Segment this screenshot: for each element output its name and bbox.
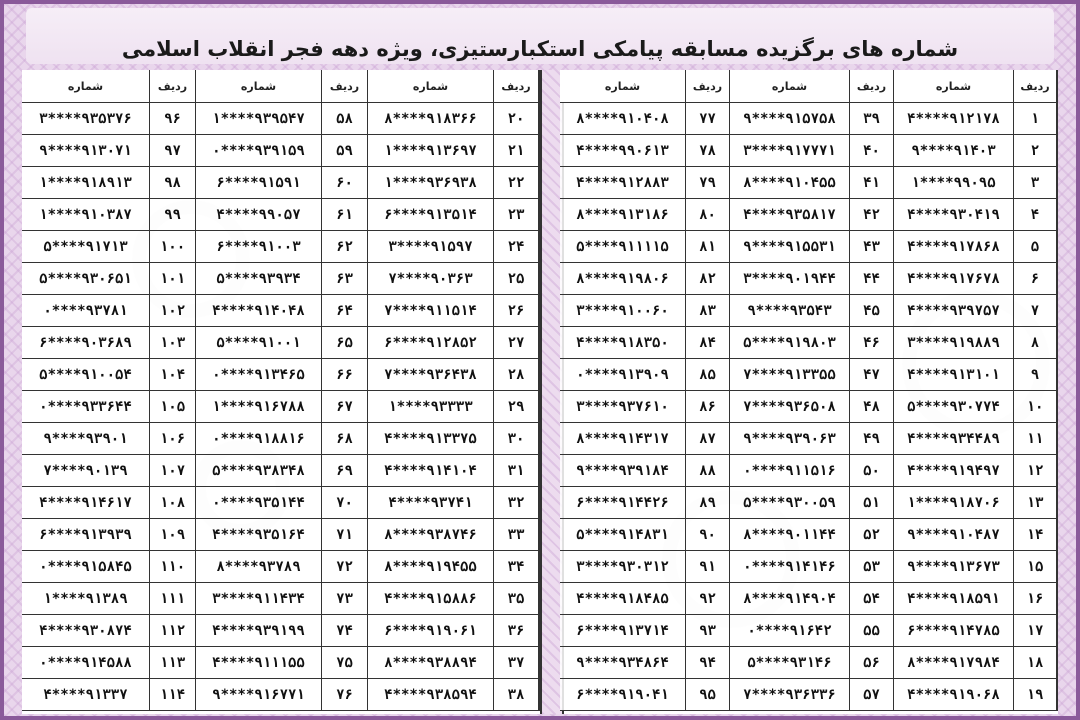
row-number-cell: ۸	[1014, 327, 1058, 359]
row-number-cell: ۵۱	[850, 487, 894, 519]
phone-number-cell: ۹۳۱۴۶****۵	[730, 647, 850, 679]
row-number-cell: ۶۸	[322, 423, 368, 455]
phone-number-cell: ۹۱۴۵۸۸****۰	[22, 647, 150, 679]
table-row	[560, 519, 1058, 551]
row-number-cell: ۳۱	[494, 455, 540, 487]
row-number-cell: ۱۱۳	[150, 647, 196, 679]
phone-number-cell: ۹۱۰۰۳****۶	[196, 231, 322, 263]
table-row	[22, 615, 540, 647]
row-number-cell: ۸۶	[686, 391, 730, 423]
table-row	[560, 295, 1058, 327]
phone-number-cell: ۹۱۳۹۰۹****۰	[560, 359, 686, 391]
row-number-cell: ۲۲	[494, 167, 540, 199]
table-row	[22, 359, 540, 391]
table-row	[560, 167, 1058, 199]
row-number-cell: ۱	[1014, 103, 1058, 135]
row-number-cell: ۱۱	[1014, 423, 1058, 455]
phone-number-cell: ۹۱۵۸۸۶****۴	[368, 583, 494, 615]
right-table-body	[560, 103, 1058, 711]
row-number-cell: ۴۸	[850, 391, 894, 423]
phone-number-cell: ۹۱۹۸۸۹****۳	[894, 327, 1014, 359]
row-number-cell: ۴۲	[850, 199, 894, 231]
row-number-cell: ۳۶	[494, 615, 540, 647]
phone-number-cell: ۹۳۸۷۴۶****۸	[368, 519, 494, 551]
row-number-cell: ۴۷	[850, 359, 894, 391]
phone-number-cell: ۹۱۴۱۰۴****۴	[368, 455, 494, 487]
row-number-cell: ۶	[1014, 263, 1058, 295]
phone-number-cell: ۹۳۹۳۴****۵	[196, 263, 322, 295]
row-number-cell: ۱۰۹	[150, 519, 196, 551]
row-number-cell: ۷۳	[322, 583, 368, 615]
phone-number-cell: ۹۱۵۹۱****۶	[196, 167, 322, 199]
table-row	[560, 327, 1058, 359]
phone-number-cell: ۹۱۰۰۱****۵	[196, 327, 322, 359]
number-column-header: شماره	[368, 70, 494, 103]
row-number-cell: ۱۱۴	[150, 679, 196, 711]
phone-number-cell: ۹۹۰۶۱۳****۴	[560, 135, 686, 167]
row-number-cell: ۱۰۳	[150, 327, 196, 359]
phone-number-cell: ۹۱۳۳۷****۴	[22, 679, 150, 711]
row-number-cell: ۹	[1014, 359, 1058, 391]
phone-number-cell: ۹۱۰۳۸۷****۱	[22, 199, 150, 231]
phone-number-cell: ۹۱۲۸۸۳****۴	[560, 167, 686, 199]
phone-number-cell: ۹۱۴۱۴۶****۰	[730, 551, 850, 583]
table-row	[22, 327, 540, 359]
table-row	[22, 135, 540, 167]
phone-number-cell: ۹۳۷۶۱۰****۳	[560, 391, 686, 423]
row-number-cell: ۵۷	[850, 679, 894, 711]
row-number-cell: ۱۹	[1014, 679, 1058, 711]
row-column-header: ردیف	[850, 70, 894, 103]
phone-number-cell: ۹۱۴۷۸۵****۶	[894, 615, 1014, 647]
table-row	[22, 423, 540, 455]
row-number-cell: ۳۳	[494, 519, 540, 551]
phone-number-cell: ۹۱۴۶۱۷****۴	[22, 487, 150, 519]
table-row	[22, 551, 540, 583]
row-number-cell: ۷۵	[322, 647, 368, 679]
row-number-cell: ۳۷	[494, 647, 540, 679]
phone-number-cell: ۹۱۹۸۰۶****۸	[560, 263, 686, 295]
row-number-cell: ۴۶	[850, 327, 894, 359]
phone-number-cell: ۹۱۴۹۰۴****۸	[730, 583, 850, 615]
phone-number-cell: ۹۱۳۸۹****۱	[22, 583, 150, 615]
row-number-cell: ۱۱۱	[150, 583, 196, 615]
phone-number-cell: ۹۳۹۱۸۴****۹	[560, 455, 686, 487]
phone-number-cell: ۹۳۹۱۵۹****۰	[196, 135, 322, 167]
table-row	[560, 679, 1058, 711]
phone-number-cell: ۹۰۳۶۳****۷	[368, 263, 494, 295]
page-title: شماره های برگزیده مسابقه پیامکی استکبارستیزی، ویژه دهه فجر انقلاب اسلامی	[121, 37, 959, 61]
phone-number-cell: ۹۳۹۷۵۷****۴	[894, 295, 1014, 327]
row-number-cell: ۷۱	[322, 519, 368, 551]
row-number-cell: ۷۹	[686, 167, 730, 199]
row-number-cell: ۶۰	[322, 167, 368, 199]
row-number-cell: ۷۸	[686, 135, 730, 167]
row-number-cell: ۹۵	[686, 679, 730, 711]
table-row	[22, 679, 540, 711]
phone-number-cell: ۹۳۸۳۴۸****۵	[196, 455, 322, 487]
row-number-cell: ۹۶	[150, 103, 196, 135]
row-number-cell: ۲۱	[494, 135, 540, 167]
row-number-cell: ۸۱	[686, 231, 730, 263]
phone-number-cell: ۹۹۰۹۵****۱	[894, 167, 1014, 199]
phone-number-cell: ۹۱۰۰۶۰****۳	[560, 295, 686, 327]
row-number-cell: ۹۷	[150, 135, 196, 167]
phone-number-cell: ۹۳۰۳۱۲****۳	[560, 551, 686, 583]
phone-number-cell: ۹۱۳۶۹۷****۱	[368, 135, 494, 167]
row-number-cell: ۲۰	[494, 103, 540, 135]
row-number-cell: ۱۴	[1014, 519, 1058, 551]
phone-number-cell: ۹۱۵۹۷****۳	[368, 231, 494, 263]
table-row	[22, 647, 540, 679]
phone-number-cell: ۹۱۰۴۰۸****۸	[560, 103, 686, 135]
row-number-cell: ۷۷	[686, 103, 730, 135]
phone-number-cell: ۹۱۷۱۳****۵	[22, 231, 150, 263]
table-row	[560, 391, 1058, 423]
row-number-cell: ۵۵	[850, 615, 894, 647]
row-number-cell: ۲۵	[494, 263, 540, 295]
row-number-cell: ۹۲	[686, 583, 730, 615]
phone-number-cell: ۹۳۷۸۱****۰	[22, 295, 150, 327]
phone-number-cell: ۹۳۰۷۷۴****۵	[894, 391, 1014, 423]
phone-number-cell: ۹۱۹۴۹۷****۴	[894, 455, 1014, 487]
row-number-cell: ۵۳	[850, 551, 894, 583]
phone-number-cell: ۹۱۷۹۸۴****۸	[894, 647, 1014, 679]
phone-number-cell: ۹۱۴۰۴۸****۴	[196, 295, 322, 327]
table-header-row	[22, 70, 540, 103]
row-number-cell: ۶۴	[322, 295, 368, 327]
table-row	[22, 295, 540, 327]
row-number-cell: ۹۱	[686, 551, 730, 583]
table-row	[22, 487, 540, 519]
row-number-cell: ۴۵	[850, 295, 894, 327]
phone-number-cell: ۹۱۳۵۱۴****۶	[368, 199, 494, 231]
row-number-cell: ۱۷	[1014, 615, 1058, 647]
row-number-cell: ۱۱۲	[150, 615, 196, 647]
table-row	[22, 103, 540, 135]
row-number-cell: ۲۴	[494, 231, 540, 263]
row-number-cell: ۶۱	[322, 199, 368, 231]
phone-number-cell: ۹۱۸۹۱۳****۱	[22, 167, 150, 199]
table-row	[560, 615, 1058, 647]
row-number-cell: ۷۲	[322, 551, 368, 583]
row-number-cell: ۵۲	[850, 519, 894, 551]
phone-number-cell: ۹۳۳۳۳****۱	[368, 391, 494, 423]
row-number-cell: ۸۷	[686, 423, 730, 455]
phone-number-cell: ۹۳۸۸۹۴****۸	[368, 647, 494, 679]
phone-number-cell: ۹۳۶۹۳۸****۱	[368, 167, 494, 199]
row-number-cell: ۷۰	[322, 487, 368, 519]
phone-number-cell: ۹۱۵۵۳۱****۹	[730, 231, 850, 263]
row-number-cell: ۲۳	[494, 199, 540, 231]
row-number-cell: ۷	[1014, 295, 1058, 327]
number-column-header: شماره	[730, 70, 850, 103]
phone-number-cell: ۹۹۰۵۷****۴	[196, 199, 322, 231]
row-number-cell: ۶۷	[322, 391, 368, 423]
left-table-body	[22, 103, 540, 711]
phone-number-cell: ۹۳۰۶۵۱****۵	[22, 263, 150, 295]
phone-number-cell: ۹۳۶۵۰۸****۷	[730, 391, 850, 423]
row-number-cell: ۸۳	[686, 295, 730, 327]
phone-number-cell: ۹۱۸۴۸۵****۴	[560, 583, 686, 615]
row-number-cell: ۲۷	[494, 327, 540, 359]
phone-number-cell: ۹۳۵۴۳****۹	[730, 295, 850, 327]
phone-number-cell: ۹۱۹۰۶۸****۴	[894, 679, 1014, 711]
phone-number-cell: ۹۱۹۴۵۵****۸	[368, 551, 494, 583]
phone-number-cell: ۹۳۴۸۶۴****۹	[560, 647, 686, 679]
row-number-cell: ۳۹	[850, 103, 894, 135]
row-number-cell: ۴	[1014, 199, 1058, 231]
row-number-cell: ۳۵	[494, 583, 540, 615]
phone-number-cell: ۹۱۱۱۱۵****۵	[560, 231, 686, 263]
phone-number-cell: ۹۱۳۱۸۶****۸	[560, 199, 686, 231]
table-row	[22, 231, 540, 263]
phone-number-cell: ۹۳۴۴۸۹****۴	[894, 423, 1014, 455]
row-number-cell: ۵۶	[850, 647, 894, 679]
row-number-cell: ۹۰	[686, 519, 730, 551]
table-row	[22, 583, 540, 615]
table-row	[22, 167, 540, 199]
results-area	[22, 70, 1058, 714]
phone-number-cell: ۹۱۱۵۱۶****۰	[730, 455, 850, 487]
table-row	[560, 583, 1058, 615]
phone-number-cell: ۹۱۰۴۸۷****۹	[894, 519, 1014, 551]
row-number-cell: ۵	[1014, 231, 1058, 263]
phone-number-cell: ۹۱۷۸۶۸****۴	[894, 231, 1014, 263]
row-number-cell: ۲۸	[494, 359, 540, 391]
row-number-cell: ۶۳	[322, 263, 368, 295]
row-number-cell: ۴۴	[850, 263, 894, 295]
row-number-cell: ۱۱۰	[150, 551, 196, 583]
right-results-table	[560, 70, 1058, 711]
row-number-cell: ۸۰	[686, 199, 730, 231]
row-number-cell: ۶۵	[322, 327, 368, 359]
phone-number-cell: ۹۳۰۸۷۴****۴	[22, 615, 150, 647]
row-number-cell: ۲۹	[494, 391, 540, 423]
phone-number-cell: ۹۱۳۷۱۴****۶	[560, 615, 686, 647]
row-number-cell: ۱۰۷	[150, 455, 196, 487]
number-column-header: شماره	[560, 70, 686, 103]
phone-number-cell: ۹۱۴۳۱۷****۸	[560, 423, 686, 455]
row-number-cell: ۳۸	[494, 679, 540, 711]
row-number-cell: ۸۲	[686, 263, 730, 295]
phone-number-cell: ۹۳۰۴۱۹****۴	[894, 199, 1014, 231]
row-column-header: ردیف	[686, 70, 730, 103]
phone-number-cell: ۹۱۴۴۲۶****۶	[560, 487, 686, 519]
phone-number-cell: ۹۱۲۱۷۸****۴	[894, 103, 1014, 135]
phone-number-cell: ۹۱۸۷۰۶****۱	[894, 487, 1014, 519]
row-number-cell: ۷۴	[322, 615, 368, 647]
row-number-cell: ۱۵	[1014, 551, 1058, 583]
table-row	[560, 359, 1058, 391]
phone-number-cell: ۹۳۳۶۴۴****۰	[22, 391, 150, 423]
phone-number-cell: ۹۰۱۹۴۴****۳	[730, 263, 850, 295]
phone-number-cell: ۹۱۹۸۰۳****۵	[730, 327, 850, 359]
phone-number-cell: ۹۱۳۳۷۵****۴	[368, 423, 494, 455]
phone-number-cell: ۹۳۷۴۱****۴	[368, 487, 494, 519]
phone-number-cell: ۹۰۱۱۴۴****۸	[730, 519, 850, 551]
row-number-cell: ۱۶	[1014, 583, 1058, 615]
row-column-header: ردیف	[150, 70, 196, 103]
phone-number-cell: ۹۳۵۸۱۷****۴	[730, 199, 850, 231]
table-row	[560, 551, 1058, 583]
row-column-header: ردیف	[494, 70, 540, 103]
table-row	[560, 487, 1058, 519]
row-number-cell: ۳	[1014, 167, 1058, 199]
row-number-cell: ۱۰۴	[150, 359, 196, 391]
phone-number-cell: ۹۱۰۴۵۵****۸	[730, 167, 850, 199]
phone-number-cell: ۹۳۹۰۶۳****۹	[730, 423, 850, 455]
number-column-header: شماره	[894, 70, 1014, 103]
table-row	[560, 103, 1058, 135]
phone-number-cell: ۹۱۹۰۴۱****۶	[560, 679, 686, 711]
table-row	[560, 647, 1058, 679]
phone-number-cell: ۹۱۳۶۷۳****۹	[894, 551, 1014, 583]
phone-number-cell: ۹۱۳۳۵۵****۷	[730, 359, 850, 391]
phone-number-cell: ۹۳۹۵۴۷****۱	[196, 103, 322, 135]
table-row	[560, 263, 1058, 295]
table-row	[22, 391, 540, 423]
row-number-cell: ۴۰	[850, 135, 894, 167]
table-row	[560, 231, 1058, 263]
phone-number-cell: ۹۳۵۱۶۴****۴	[196, 519, 322, 551]
phone-number-cell: ۹۱۰۰۵۴****۵	[22, 359, 150, 391]
phone-number-cell: ۹۱۹۰۶۱****۶	[368, 615, 494, 647]
table-row	[22, 199, 540, 231]
phone-number-cell: ۹۰۳۶۸۹****۶	[22, 327, 150, 359]
table-row	[560, 199, 1058, 231]
phone-number-cell: ۹۱۳۹۳۹****۶	[22, 519, 150, 551]
phone-number-cell: ۹۱۸۳۶۶****۸	[368, 103, 494, 135]
table-row	[560, 135, 1058, 167]
phone-number-cell: ۹۱۷۷۷۱****۳	[730, 135, 850, 167]
row-number-cell: ۱۲	[1014, 455, 1058, 487]
row-number-cell: ۷۶	[322, 679, 368, 711]
table-row	[22, 263, 540, 295]
row-number-cell: ۵۸	[322, 103, 368, 135]
phone-number-cell: ۹۱۷۶۷۸****۴	[894, 263, 1014, 295]
phone-number-cell: ۹۱۶۷۷۱****۹	[196, 679, 322, 711]
phone-number-cell: ۹۱۵۸۴۵****۰	[22, 551, 150, 583]
table-header-row	[560, 70, 1058, 103]
number-column-header: شماره	[22, 70, 150, 103]
number-column-header: شماره	[196, 70, 322, 103]
phone-number-cell: ۹۱۳۰۷۱****۹	[22, 135, 150, 167]
phone-number-cell: ۹۳۷۸۹****۸	[196, 551, 322, 583]
phone-number-cell: ۹۳۵۳۷۶****۳	[22, 103, 150, 135]
phone-number-cell: ۹۱۱۴۳۴****۳	[196, 583, 322, 615]
row-number-cell: ۸۵	[686, 359, 730, 391]
phone-number-cell: ۹۱۲۸۵۲****۶	[368, 327, 494, 359]
phone-number-cell: ۹۳۰۰۵۹****۵	[730, 487, 850, 519]
table-row	[560, 455, 1058, 487]
row-number-cell: ۱۰۸	[150, 487, 196, 519]
row-number-cell: ۱۸	[1014, 647, 1058, 679]
row-number-cell: ۱۳	[1014, 487, 1058, 519]
row-number-cell: ۸۸	[686, 455, 730, 487]
row-number-cell: ۱۰۶	[150, 423, 196, 455]
phone-number-cell: ۹۱۱۱۵۵****۴	[196, 647, 322, 679]
row-number-cell: ۸۹	[686, 487, 730, 519]
row-column-header: ردیف	[1014, 70, 1058, 103]
row-column-header: ردیف	[322, 70, 368, 103]
phone-number-cell: ۹۱۶۴۲****۰	[730, 615, 850, 647]
phone-number-cell: ۹۳۵۱۴۴****۰	[196, 487, 322, 519]
phone-number-cell: ۹۳۸۵۹۴****۴	[368, 679, 494, 711]
phone-number-cell: ۹۱۳۴۶۵****۰	[196, 359, 322, 391]
row-number-cell: ۲	[1014, 135, 1058, 167]
row-number-cell: ۹۸	[150, 167, 196, 199]
phone-number-cell: ۹۱۵۷۵۸****۹	[730, 103, 850, 135]
phone-number-cell: ۹۱۳۱۰۱****۴	[894, 359, 1014, 391]
left-results-table	[22, 70, 540, 711]
row-number-cell: ۶۹	[322, 455, 368, 487]
phone-number-cell: ۹۱۴۰۳****۹	[894, 135, 1014, 167]
row-number-cell: ۵۴	[850, 583, 894, 615]
phone-number-cell: ۹۱۶۷۸۸****۱	[196, 391, 322, 423]
row-number-cell: ۹۴	[686, 647, 730, 679]
row-number-cell: ۴۹	[850, 423, 894, 455]
row-number-cell: ۱۰۲	[150, 295, 196, 327]
row-number-cell: ۶۶	[322, 359, 368, 391]
row-number-cell: ۳۲	[494, 487, 540, 519]
table-row	[22, 519, 540, 551]
row-number-cell: ۹۳	[686, 615, 730, 647]
row-number-cell: ۱۰	[1014, 391, 1058, 423]
row-number-cell: ۶۲	[322, 231, 368, 263]
phone-number-cell: ۹۳۶۴۳۸****۷	[368, 359, 494, 391]
row-number-cell: ۱۰۱	[150, 263, 196, 295]
phone-number-cell: ۹۳۹۱۹۹****۴	[196, 615, 322, 647]
phone-number-cell: ۹۱۱۵۱۴****۷	[368, 295, 494, 327]
table-row	[22, 455, 540, 487]
row-number-cell: ۵۹	[322, 135, 368, 167]
row-number-cell: ۹۹	[150, 199, 196, 231]
row-number-cell: ۳۴	[494, 551, 540, 583]
row-number-cell: ۱۰۵	[150, 391, 196, 423]
phone-number-cell: ۹۳۹۰۱****۹	[22, 423, 150, 455]
row-number-cell: ۵۰	[850, 455, 894, 487]
row-number-cell: ۳۰	[494, 423, 540, 455]
phone-number-cell: ۹۱۸۳۵۰****۴	[560, 327, 686, 359]
phone-number-cell: ۹۱۴۸۳۱****۵	[560, 519, 686, 551]
phone-number-cell: ۹۱۸۵۹۱****۴	[894, 583, 1014, 615]
row-number-cell: ۴۱	[850, 167, 894, 199]
table-row	[560, 423, 1058, 455]
row-number-cell: ۴۳	[850, 231, 894, 263]
phone-number-cell: ۹۰۱۳۹****۷	[22, 455, 150, 487]
row-number-cell: ۸۴	[686, 327, 730, 359]
phone-number-cell: ۹۳۶۳۳۶****۷	[730, 679, 850, 711]
row-number-cell: ۱۰۰	[150, 231, 196, 263]
row-number-cell: ۲۶	[494, 295, 540, 327]
phone-number-cell: ۹۱۸۸۱۶****۰	[196, 423, 322, 455]
